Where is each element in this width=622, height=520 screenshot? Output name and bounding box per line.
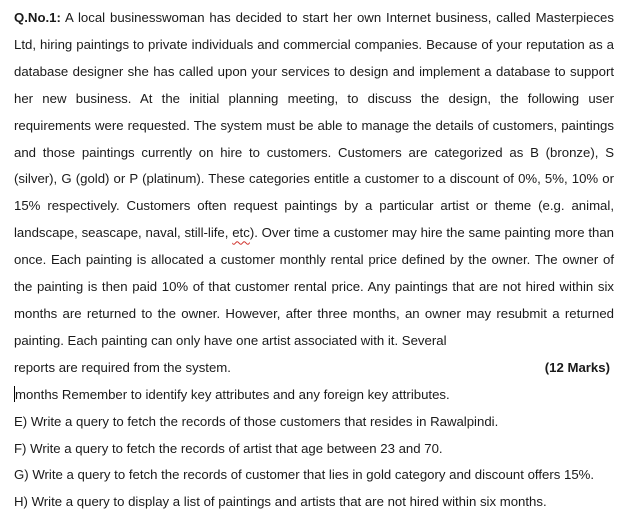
question-paragraph: [14, 5, 614, 355]
query-h: H) Write a query to display a list of paintings and artists that are not hired within six months.: [14, 494, 547, 510]
spellcheck-word-etc[interactable]: etc: [232, 225, 250, 241]
question-last-line: [14, 355, 614, 382]
question-text-part-1: A local businesswoman has decided to start her own Internet business, called Masterpieces Ltd, hiring paintings to private individuals and commercial companies. Because of your reputation as a database designer she has called upon your services to design and implement a database to support her new business. At the initial planning meeting, to discuss the design, the following user requirements were requested. The system must be able to manage the details of customers, paintings and those paintings currently on hire to customers. Customers are categorized as B (bronze), S (silver), G (gold) or P (platinum). These categories entitle a customer to a discount of 0%, 5%, 10% or 15% respectively. Customers often request paintings by a particular artist or theme (e.g. animal, landscape, seascape, naval, still-life,: [14, 10, 614, 241]
query-g: G) Write a query to fetch the records of customer that lies in gold category and discount offers 15%.: [14, 467, 595, 483]
text-line-months[interactable]: [14, 382, 614, 409]
question-label: Q.No.1:: [14, 10, 61, 25]
query-f: F) Write a query to fetch the records of artist that age between 23 and 70.: [14, 440, 443, 456]
question-last-line-text: reports are required from the system.: [14, 359, 231, 375]
line-months-text: months Remember to identify key attributes and any foreign key attributes.: [15, 386, 450, 402]
marks-label: (12 Marks): [544, 359, 610, 375]
question-text-part-2: ). Over time a customer may hire the same painting more than once. Each painting is allocated a customer monthly rental price defined by the owner. The owner of the painting is then paid 10% of that customer rental price. Any paintings that are not hired within six months are returned to the owner. However, after three months, an owner may resubmit a returned painting. Each painting can only have one artist associated with it. Several: [14, 225, 614, 348]
query-e: E) Write a query to fetch the records of those customers that resides in Rawalpindi.: [14, 413, 499, 429]
